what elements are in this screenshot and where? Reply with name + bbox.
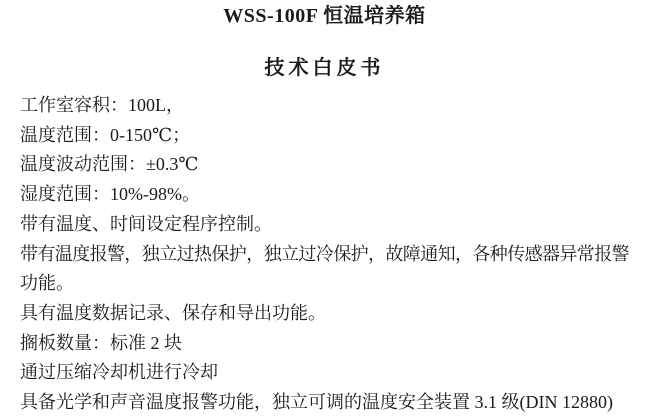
body-line-shelf-count: 搁板数量：标准 2 块 [20,332,182,353]
body-line-alarm-features-wrap: 功能。 [20,273,74,294]
body-line-temperature-fluctuation: 温度波动范围：±0.3℃ [20,154,199,175]
document-body [20,91,649,418]
body-line-program-control: 带有温度、时间设定程序控制。 [20,213,272,234]
body-line-cooling-method: 通过压缩冷却机进行冷却 [20,362,218,383]
body-line-humidity-range: 湿度范围：10%-98%。 [20,184,200,205]
body-line-safety-device: 具备光学和声音温度报警功能，独立可调的温度安全装置 3.1 级(DIN 12880) [20,392,613,413]
body-line-temperature-range: 温度范围：0-150℃； [20,124,191,145]
document-subtitle: 技术白皮书 [264,57,385,79]
body-line-alarm-features: 带有温度报警，独立过热保护，独立过冷保护，故障通知，各种传感器异常报警 [20,243,629,264]
body-line-chamber-volume: 工作室容积：100L， [20,95,184,115]
document-title: WSS-100F 恒温培养箱 [223,5,426,27]
body-line-data-logging: 具有温度数据记录、保存和导出功能。 [20,302,326,323]
